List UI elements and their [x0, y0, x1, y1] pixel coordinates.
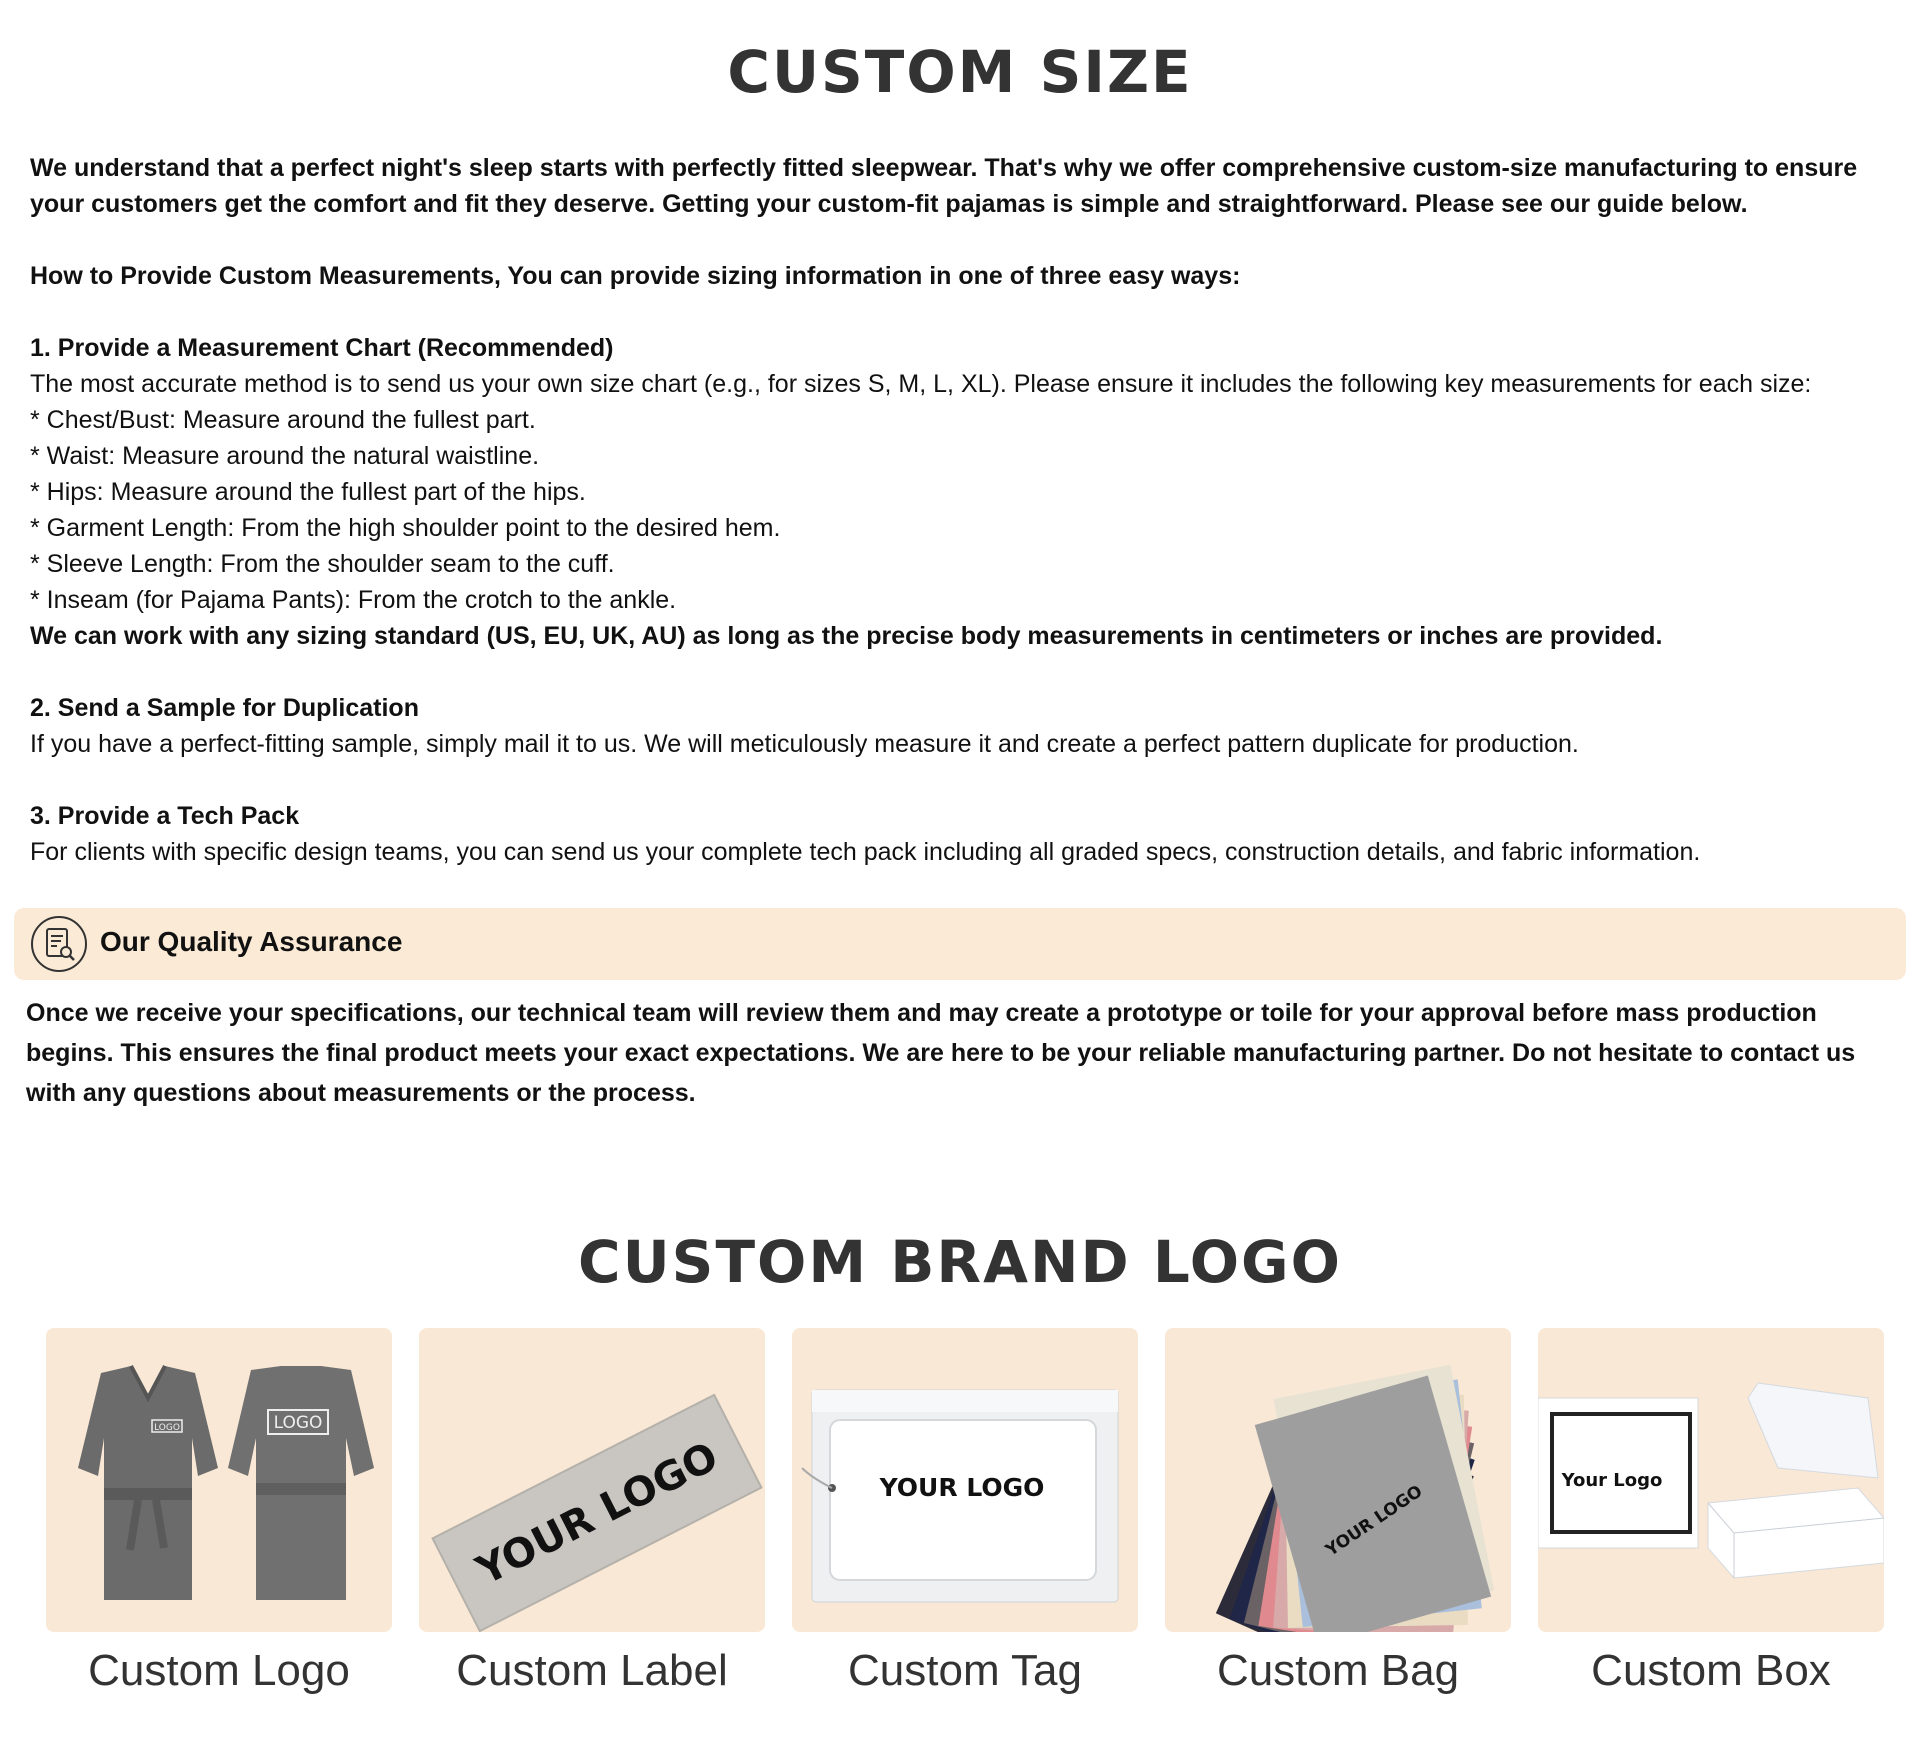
custom-size-title: CUSTOM SIZE: [727, 38, 1193, 106]
quality-assurance-title: Our Quality Assurance: [100, 926, 403, 957]
image-logo-text: LOGO: [154, 1423, 180, 1433]
box-image: [1538, 1328, 1884, 1632]
card-label: Custom Label: [456, 1646, 728, 1695]
quality-assurance-text: [26, 993, 1896, 1113]
measurement-item: * Hips: Measure around the fullest part of the hips.: [30, 478, 586, 506]
method1-text: The most accurate method is to send us your own size chart (e.g., for sizes S, M, L, XL). Please ensure it includes the following key measurements for each size:: [30, 370, 1812, 398]
custom-size-body: [30, 150, 1900, 870]
measurement-item: * Chest/Bust: Measure around the fullest part.: [30, 406, 536, 434]
quality-assurance-bar: [14, 908, 1906, 980]
intro-line: your customers get the comfort and fit they deserve. Getting your custom-fit pajamas is simple and straightforward. Please see our guide below.: [30, 190, 1748, 218]
measurement-item: * Waist: Measure around the natural waistline.: [30, 442, 540, 470]
image-logo-text: YOUR LOGO: [879, 1473, 1045, 1502]
method2-text: If you have a perfect-fitting sample, simply mail it to us. We will meticulously measure it and create a perfect pattern duplicate for production.: [30, 730, 1579, 758]
robe-image: [46, 1328, 392, 1632]
image-logo-text: YOUR LOGO: [1322, 1481, 1427, 1561]
measurement-item: * Inseam (for Pajama Pants): From the crotch to the ankle.: [30, 586, 677, 614]
custom-tag-card: [792, 1328, 1138, 1632]
how-to-heading: How to Provide Custom Measurements, You can provide sizing information in one of three easy ways:: [30, 262, 1241, 290]
card-label: Custom Box: [1591, 1646, 1831, 1695]
measurement-item: * Sleeve Length: From the shoulder seam to the cuff.: [30, 550, 615, 578]
bag-image: [1165, 1328, 1511, 1632]
card-label: Custom Bag: [1216, 1646, 1460, 1695]
method3-text: For clients with specific design teams, you can send us your complete tech pack including all graded specs, construction details, and fabric information.: [30, 838, 1701, 866]
custom-brand-logo-title: CUSTOM BRAND LOGO: [578, 1228, 1342, 1296]
method1-note: We can work with any sizing standard (US, EU, UK, AU) as long as the precise body measurements in centimeters or inches are provided.: [30, 622, 1663, 650]
method3-heading: 3. Provide a Tech Pack: [30, 802, 300, 830]
image-logo-text: YOUR LOGO: [469, 1433, 726, 1595]
label-image: [419, 1328, 765, 1632]
custom-label-card: [419, 1328, 765, 1632]
image-logo-text: LOGO: [273, 1413, 323, 1433]
qa-line: begins. This ensures the final product meets your exact expectations. We are here to be your reliable manufacturing partner. Do not hesitate to contact us: [26, 1039, 1856, 1067]
tag-image: [792, 1328, 1138, 1632]
method2-heading: 2. Send a Sample for Duplication: [30, 694, 419, 722]
document-search-icon: [30, 915, 88, 973]
measurement-item: * Garment Length: From the high shoulder point to the desired hem.: [30, 514, 781, 542]
qa-line: Once we receive your specifications, our technical team will review them and may create a prototype or toile for your approval before mass production: [26, 999, 1817, 1027]
qa-line: with any questions about measurements or the process.: [26, 1079, 696, 1107]
card-label: Custom Tag: [848, 1646, 1082, 1695]
card-label: Custom Logo: [88, 1646, 350, 1695]
custom-bag-card: [1165, 1328, 1511, 1632]
custom-logo-card: [46, 1328, 392, 1632]
intro-line: We understand that a perfect night's sleep starts with perfectly fitted sleepwear. That's why we offer comprehensive custom-size manufacturing to ensure: [30, 154, 1858, 182]
custom-box-card: [1538, 1328, 1884, 1632]
image-logo-text: Your Logo: [1561, 1470, 1663, 1491]
method1-heading: 1. Provide a Measurement Chart (Recommended): [30, 334, 614, 362]
